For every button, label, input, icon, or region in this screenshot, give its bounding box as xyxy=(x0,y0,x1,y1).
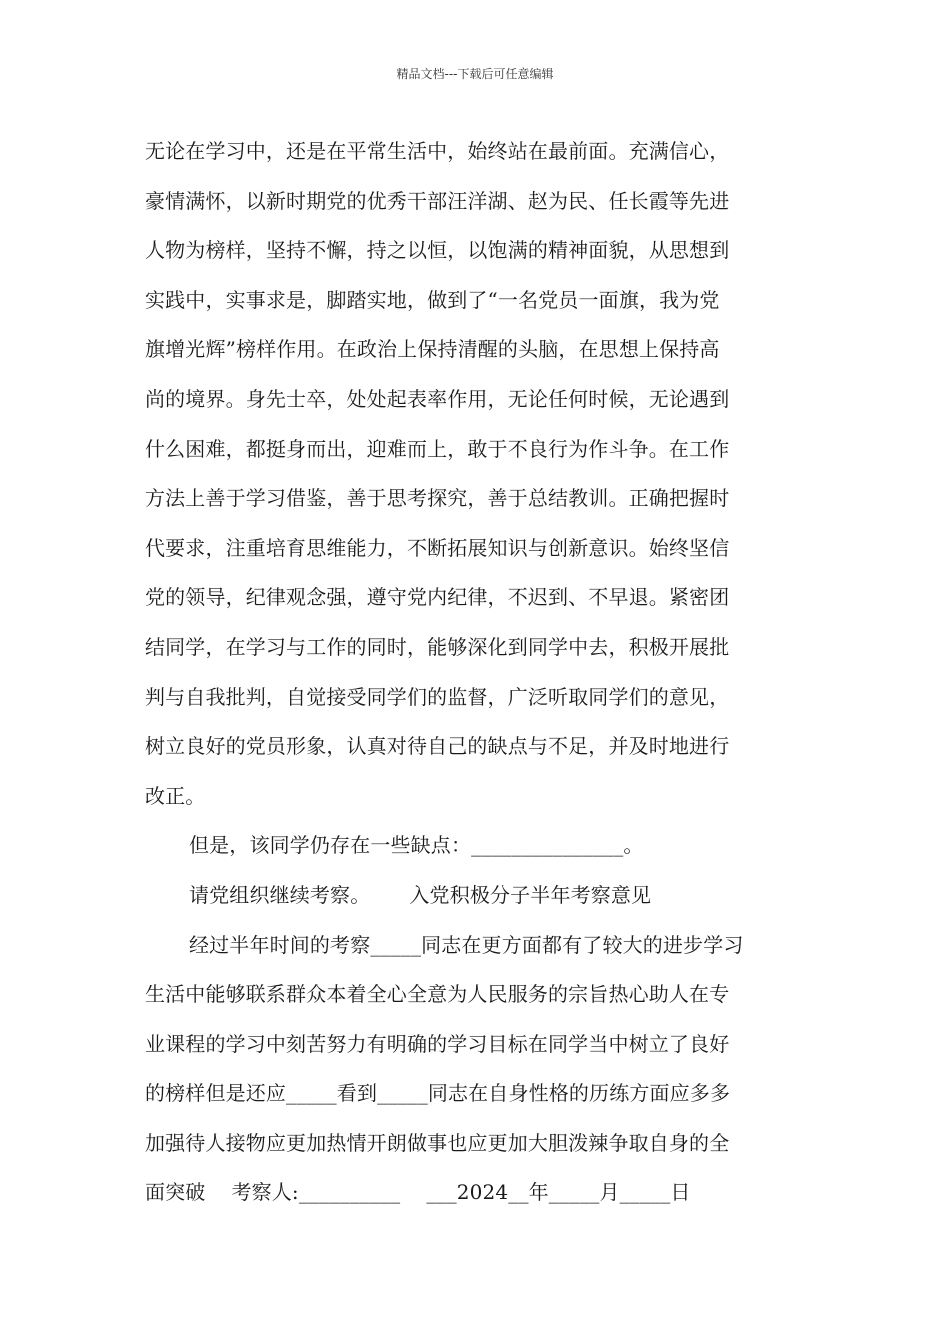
text-line: 实践中，实事求是，脚踏实地，做到了“一名党员一面旗，我为党 xyxy=(145,287,720,312)
text-line: 方法上善于学习借鉴，善于思考探究，善于总结教训。正确把握时 xyxy=(145,486,730,511)
text-line: 但是，该同学仍存在一些缺点：_______________。 xyxy=(189,833,644,858)
text-line: 加强待人接物应更加热情开朗做事也应更加大胆泼辣争取自身的全 xyxy=(145,1130,730,1155)
text-line: 面突破 考察人:__________ ___2024__年_____月_____日 xyxy=(145,1180,691,1205)
document-body xyxy=(145,130,811,1221)
text-line: 树立良好的党员形象，认真对待自己的缺点与不足，并及时地进行 xyxy=(145,734,730,759)
page-header: 精品文档---下载后可任意编辑 xyxy=(396,67,554,81)
text-line: 豪情满怀，以新时期党的优秀干部汪洋湖、赵为民、任长霞等先进 xyxy=(145,188,730,213)
text-line: 尚的境界。身先士卒，处处起表率作用，无论任何时候，无论遇到 xyxy=(145,386,730,411)
text-line: 请党组织继续考察。 入党积极分子半年考察意见 xyxy=(189,882,652,907)
text-line: 人物为榜样，坚持不懈，持之以恒，以饱满的精神面貌，从思想到 xyxy=(145,238,730,263)
text-line: 经过半年时间的考察_____同志在更方面都有了较大的进步学习 xyxy=(189,932,744,957)
text-line: 判与自我批判，自觉接受同学们的监督，广泛听取同学们的意见， xyxy=(145,684,730,709)
text-line: 旗增光辉”榜样作用。在政治上保持清醒的头脑，在思想上保持高 xyxy=(145,337,720,362)
text-line: 党的领导，纪律观念强，遵守党内纪律，不迟到、不早退。紧密团 xyxy=(145,585,730,610)
text-line: 改正。 xyxy=(145,783,206,808)
text-line: 什么困难，都挺身而出，迎难而上，敢于不良行为作斗争。在工作 xyxy=(145,436,730,461)
text-line: 无论在学习中，还是在平常生活中，始终站在最前面。充满信心， xyxy=(145,139,730,163)
text-line: 生活中能够联系群众本着全心全意为人民服务的宗旨热心助人在专 xyxy=(145,982,730,1007)
text-line: 结同学，在学习与工作的同时，能够深化到同学中去，积极开展批 xyxy=(145,634,730,659)
text-line: 的榜样但是还应_____看到_____同志在自身性格的历练方面应多多 xyxy=(145,1081,731,1106)
text-line: 业课程的学习中刻苦努力有明确的学习目标在同学当中树立了良好 xyxy=(145,1031,730,1056)
text-line: 代要求，注重培育思维能力，不断拓展知识与创新意识。始终坚信 xyxy=(145,535,730,560)
